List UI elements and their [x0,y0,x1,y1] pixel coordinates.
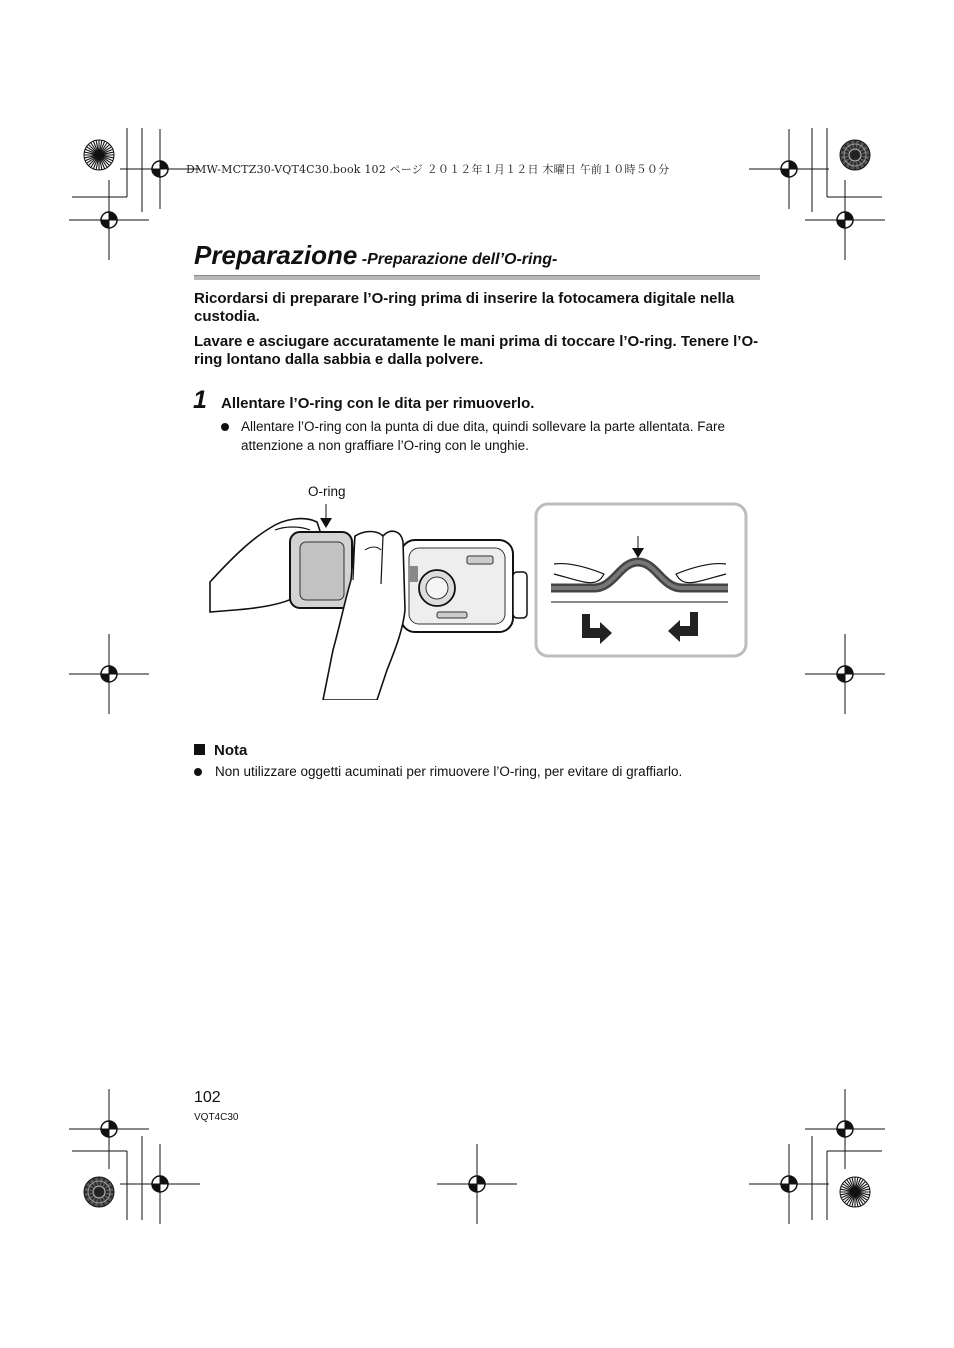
page-number: 102 [194,1089,221,1106]
step-number: 1 [193,386,207,414]
page-title [194,240,557,271]
nota-heading-text: Nota [214,742,248,759]
step-bullet-text: Allentare l’O-ring con la punta di due dita, quindi sollevare la parte allentata. Fare attenzione a non graffiare l’O-ring con le unghie. [241,419,726,453]
step-text: Allentare l’O-ring con le dita per rimuoverlo. [221,395,535,412]
nota-bullet-text: Non utilizzare oggetti acuminati per rimuovere l’O-ring, per evitare di graffiarlo. [215,764,683,779]
figure-inset-detail [534,502,748,658]
nota-heading [194,742,247,759]
step-bullet [221,417,781,457]
title-main: Preparazione [194,240,358,270]
intro-paragraph-1: Ricordarsi di preparare l’O-ring prima di inserire la fotocamera digitale nella custodia. [194,290,735,325]
bullet-dot [221,423,229,431]
title-rule [194,275,760,280]
bullet-dot [194,768,202,776]
figure-hands-housing [205,500,545,700]
title-sub: -Preparazione dell’O-ring- [357,251,558,268]
figure-label-left: O-ring [308,484,346,499]
page-code: VQT4C30 [194,1112,239,1123]
square-bullet-icon [194,744,205,755]
print-header: DMW-MCTZ30-VQT4C30.book 102 ページ ２０１２年１月１２日 木曜日 午前１０時５０分 [186,163,670,176]
intro-paragraph-2: Lavare e asciugare accuratamente le mani prima di toccare l’O-ring. Tenere l’O-ring lontano dalla sabbia e dalla polvere. [194,333,759,368]
nota-bullet [194,762,774,782]
